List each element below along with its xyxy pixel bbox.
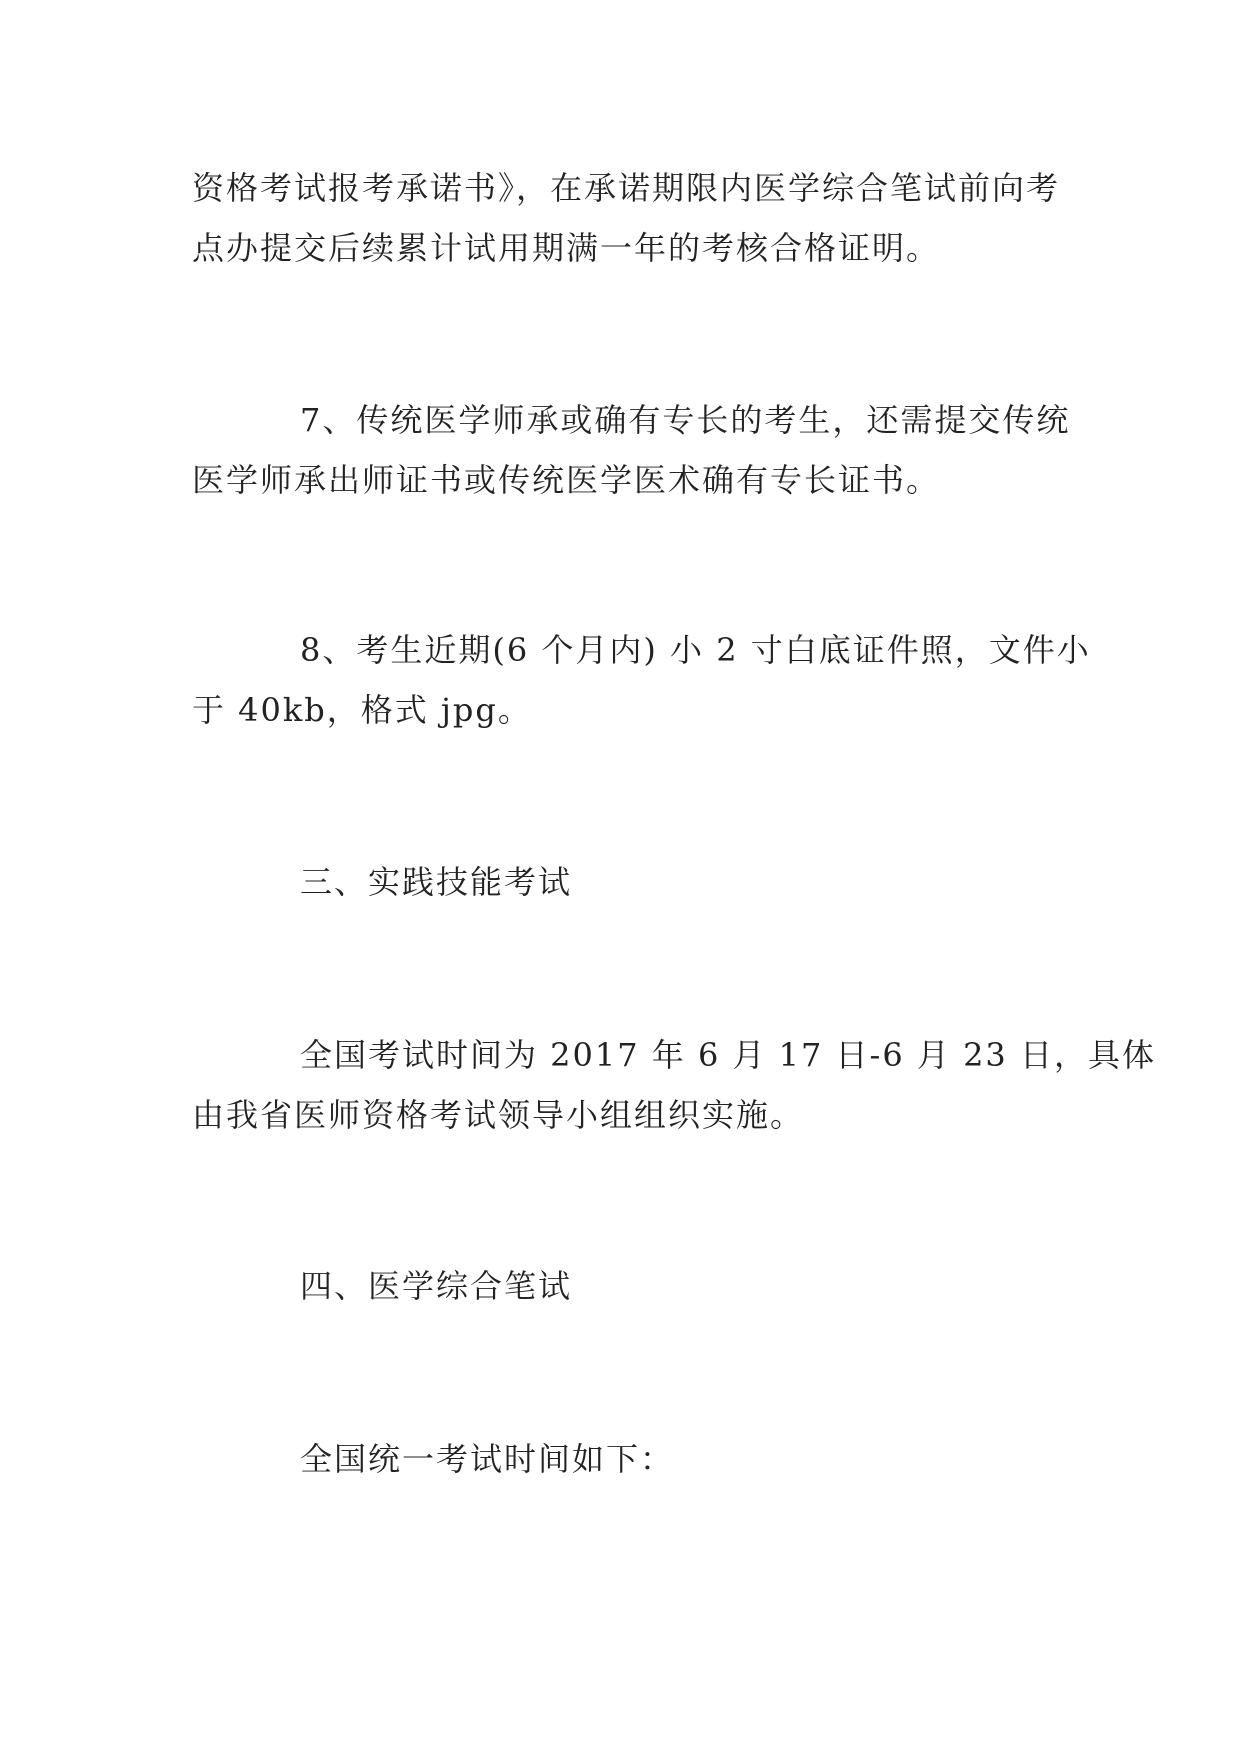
paragraph-first-line: 全国统一考试时间如下： bbox=[300, 1440, 675, 1478]
paragraph-line: 点办提交后续累计试用期满一年的考核合格证明。 bbox=[192, 229, 941, 267]
list-item-8: 8、考生近期(6 个月内) 小 2 寸白底证件照，文件小 bbox=[300, 631, 1091, 669]
list-item-7: 7、传统医学师承或确有专长的考生，还需提交传统 bbox=[300, 401, 1071, 439]
paragraph-first-line: 全国考试时间为 2017 年 6 月 17 日-6 月 23 日，具体 bbox=[300, 1036, 1156, 1074]
paragraph-line: 资格考试报考承诺书》，在承诺期限内医学综合笔试前向考 bbox=[192, 169, 1061, 207]
paragraph-line: 医学师承出师证书或传统医学医术确有专长证书。 bbox=[192, 461, 941, 499]
paragraph-line: 由我省医师资格考试领导小组组织实施。 bbox=[192, 1096, 805, 1134]
paragraph-line: 于 40kb，格式 jpg。 bbox=[192, 691, 532, 729]
section-heading-written-exam: 四、医学综合笔试 bbox=[300, 1267, 573, 1305]
section-heading-practical-exam: 三、实践技能考试 bbox=[300, 863, 573, 901]
